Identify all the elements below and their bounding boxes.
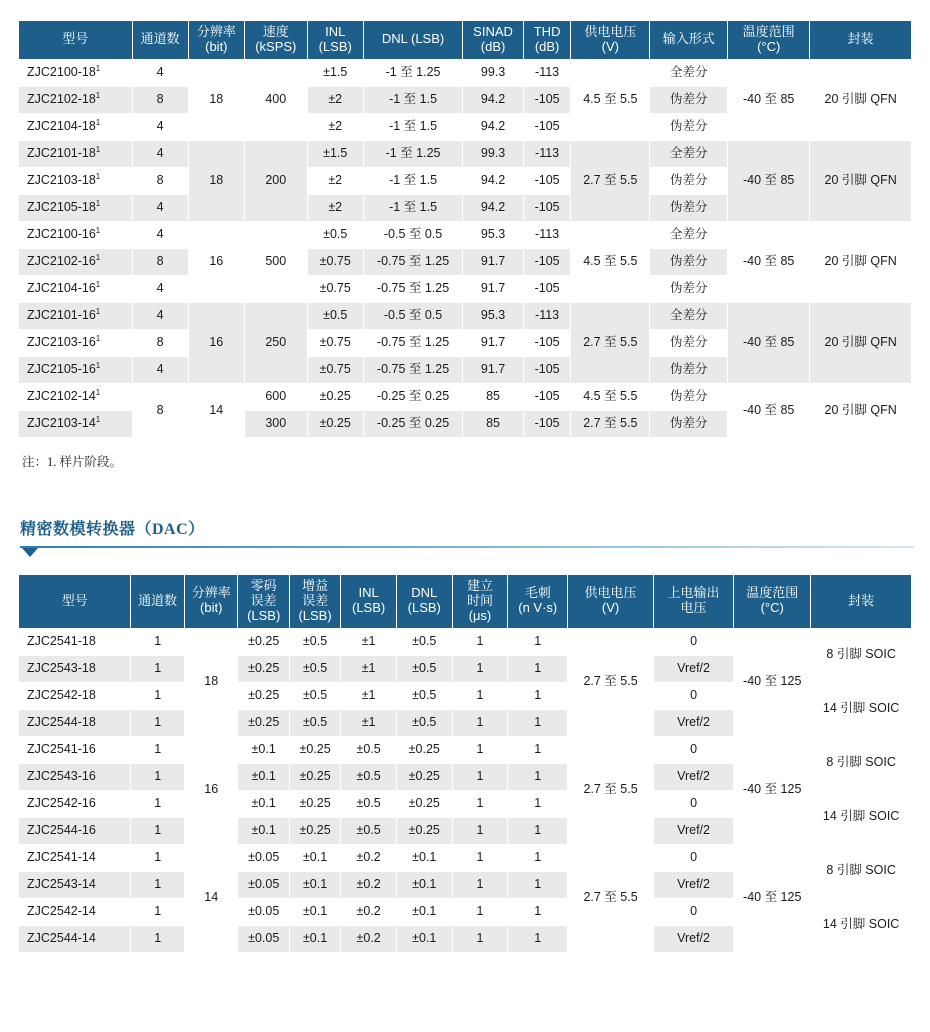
cell-settling-time: 1 [452,736,508,763]
adc-table-head [19,21,912,60]
cell-channels: 1 [131,763,185,790]
dac-header-cell: DNL (LSB) [396,574,452,628]
cell-temp: -40 至 125 [734,844,811,952]
cell-model: $ZJC2102-14^1$ [19,383,133,410]
cell-inl: ±0.75 [307,248,363,275]
cell-dnl: -0.25 至 0.25 [363,410,462,437]
cell-thd: -105 [523,383,571,410]
cell-settling-time: 1 [452,817,508,844]
cell-channels: 8 [132,329,188,356]
dac-header-cell: 上电输出 电压 [653,574,733,628]
cell-dnl: ±0.1 [396,925,452,952]
adc-header-cell: 型号 [19,21,133,60]
cell-inl: ±1 [341,655,397,682]
cell-dnl: ±0.25 [396,736,452,763]
cell-channels: 4 [132,356,188,383]
cell-zero-error: ±0.05 [238,925,289,952]
cell-model: $ZJC2102-18^1$ [19,86,133,113]
cell-inl: ±0.2 [341,871,397,898]
cell-power-on-voltage: Vref/2 [653,925,733,952]
cell-supply: 2.7 至 5.5 [571,302,650,383]
cell-sinad: 95.3 [463,221,524,248]
cell-gain-error: ±0.25 [289,736,340,763]
cell-inl: ±0.25 [307,383,363,410]
cell-glitch: 1 [508,655,568,682]
cell-input-type: 伪差分 [650,383,728,410]
cell-inl: ±2 [307,167,363,194]
cell-zero-error: ±0.05 [238,898,289,925]
cell-thd: -105 [523,356,571,383]
cell-sinad: 94.2 [463,113,524,140]
cell-glitch: 1 [508,736,568,763]
cell-thd: -113 [523,59,571,86]
adc-header-cell: 封装 [810,21,912,60]
cell-channels: 1 [131,736,185,763]
cell-temp: -40 至 85 [728,140,810,221]
cell-dnl: ±0.1 [396,844,452,871]
cell-dnl: ±0.5 [396,682,452,709]
cell-package: 20 引脚 QFN [810,59,912,140]
cell-zero-error: ±0.1 [238,790,289,817]
cell-channels: 4 [132,140,188,167]
cell-settling-time: 1 [452,844,508,871]
cell-zero-error: ±0.25 [238,655,289,682]
cell-thd: -105 [523,86,571,113]
cell-model: ZJC2544-18 [19,709,131,736]
cell-dnl: ±0.1 [396,871,452,898]
cell-gain-error: ±0.1 [289,925,340,952]
cell-channels: 1 [131,655,185,682]
cell-input-type: 全差分 [650,221,728,248]
cell-resolution: 18 [188,140,244,221]
cell-power-on-voltage: Vref/2 [653,763,733,790]
dac-table-head [19,574,912,628]
dac-table-wrap [18,574,912,953]
dac-header-cell: 零码 误差 (LSB) [238,574,289,628]
cell-model: $ZJC2102-16^1$ [19,248,133,275]
dac-header-cell: 分辨率 (bit) [184,574,238,628]
dac-header-cell: 通道数 [131,574,185,628]
cell-dnl: ±0.5 [396,628,452,655]
cell-zero-error: ±0.05 [238,844,289,871]
cell-input-type: 伪差分 [650,248,728,275]
cell-thd: -105 [523,194,571,221]
cell-zero-error: ±0.25 [238,628,289,655]
cell-resolution: 16 [188,302,244,383]
cell-temp: -40 至 85 [728,221,810,302]
cell-gain-error: ±0.1 [289,898,340,925]
cell-supply: 2.7 至 5.5 [568,628,654,736]
cell-package: 20 引脚 QFN [810,221,912,302]
cell-dnl: -1 至 1.5 [363,86,462,113]
cell-glitch: 1 [508,871,568,898]
cell-input-type: 伪差分 [650,356,728,383]
cell-inl: ±0.2 [341,925,397,952]
cell-package: 14 引脚 SOIC [811,898,912,952]
cell-glitch: 1 [508,628,568,655]
cell-model: $ZJC2105-18^1$ [19,194,133,221]
cell-supply: 2.7 至 5.5 [571,410,650,437]
cell-sinad: 91.7 [463,329,524,356]
cell-inl: ±0.5 [341,817,397,844]
cell-model: ZJC2542-16 [19,790,131,817]
adc-header-cell: THD (dB) [523,21,571,60]
cell-gain-error: ±0.5 [289,682,340,709]
cell-dnl: -1 至 1.5 [363,167,462,194]
cell-input-type: 伪差分 [650,410,728,437]
cell-package: 14 引脚 SOIC [811,790,912,844]
cell-glitch: 1 [508,817,568,844]
cell-glitch: 1 [508,763,568,790]
cell-model: $ZJC2103-18^1$ [19,167,133,194]
dac-header-cell: INL (LSB) [341,574,397,628]
divider-line [20,546,914,548]
cell-input-type: 伪差分 [650,167,728,194]
cell-zero-error: ±0.1 [238,736,289,763]
dac-header-cell: 封装 [811,574,912,628]
cell-model: ZJC2542-14 [19,898,131,925]
cell-inl: ±0.5 [307,302,363,329]
cell-channels: 1 [131,844,185,871]
cell-glitch: 1 [508,844,568,871]
table-row [19,140,912,167]
cell-thd: -105 [523,248,571,275]
dac-header-cell: 型号 [19,574,131,628]
cell-model: $ZJC2104-16^1$ [19,275,133,302]
cell-channels: 1 [131,925,185,952]
cell-model: $ZJC2101-16^1$ [19,302,133,329]
cell-dnl: -0.25 至 0.25 [363,383,462,410]
cell-channels: 8 [132,383,188,437]
cell-supply: 2.7 至 5.5 [568,736,654,844]
cell-inl: ±1 [341,682,397,709]
cell-inl: ±0.5 [341,790,397,817]
cell-settling-time: 1 [452,709,508,736]
adc-header-cell: SINAD (dB) [463,21,524,60]
cell-sinad: 85 [463,383,524,410]
dac-table [18,574,912,953]
cell-glitch: 1 [508,709,568,736]
cell-gain-error: ±0.1 [289,871,340,898]
cell-channels: 8 [132,86,188,113]
cell-dnl: -0.75 至 1.25 [363,248,462,275]
cell-settling-time: 1 [452,655,508,682]
cell-dnl: ±0.5 [396,655,452,682]
cell-inl: ±0.5 [341,763,397,790]
cell-channels: 4 [132,302,188,329]
cell-gain-error: ±0.5 [289,628,340,655]
cell-glitch: 1 [508,790,568,817]
cell-power-on-voltage: 0 [653,898,733,925]
cell-channels: 4 [132,194,188,221]
table-row [19,221,912,248]
table-row [19,59,912,86]
cell-sinad: 94.2 [463,86,524,113]
table-row [19,383,912,410]
cell-input-type: 伪差分 [650,329,728,356]
cell-dnl: -0.5 至 0.5 [363,221,462,248]
cell-input-type: 全差分 [650,302,728,329]
cell-channels: 1 [131,790,185,817]
cell-thd: -113 [523,302,571,329]
cell-inl: ±0.25 [307,410,363,437]
dac-header-row [19,574,912,628]
cell-zero-error: ±0.05 [238,871,289,898]
cell-speed: 400 [244,59,307,140]
cell-dnl: -0.75 至 1.25 [363,356,462,383]
cell-model: ZJC2543-16 [19,763,131,790]
adc-header-cell: 温度范围 (°C) [728,21,810,60]
cell-sinad: 99.3 [463,59,524,86]
cell-resolution: 18 [188,59,244,140]
page-title: 精密数模转换器（DAC） [20,520,205,538]
adc-header-cell: 供电电压 (V) [571,21,650,60]
cell-sinad: 91.7 [463,275,524,302]
footnote: 注：1. 样片阶段。 [22,454,123,469]
cell-dnl: -0.75 至 1.25 [363,329,462,356]
cell-model: ZJC2544-14 [19,925,131,952]
cell-glitch: 1 [508,925,568,952]
cell-inl: ±0.75 [307,329,363,356]
adc-table [18,20,912,438]
cell-inl: ±1 [341,628,397,655]
cell-inl: ±0.5 [307,221,363,248]
cell-gain-error: ±0.25 [289,763,340,790]
cell-model: ZJC2541-14 [19,844,131,871]
cell-dnl: ±0.1 [396,898,452,925]
cell-power-on-voltage: 0 [653,844,733,871]
cell-sinad: 91.7 [463,356,524,383]
cell-dnl: ±0.25 [396,763,452,790]
adc-header-cell: 通道数 [132,21,188,60]
table-row [19,844,912,871]
cell-package: 14 引脚 SOIC [811,682,912,736]
cell-input-type: 全差分 [650,140,728,167]
cell-power-on-voltage: Vref/2 [653,709,733,736]
adc-header-cell: 输入形式 [650,21,728,60]
cell-glitch: 1 [508,682,568,709]
cell-resolution: 14 [184,844,238,952]
triangle-marker-icon [22,548,38,557]
cell-power-on-voltage: 0 [653,628,733,655]
cell-inl: ±0.75 [307,275,363,302]
cell-input-type: 伪差分 [650,113,728,140]
cell-settling-time: 1 [452,682,508,709]
cell-model: ZJC2542-18 [19,682,131,709]
cell-glitch: 1 [508,898,568,925]
cell-temp: -40 至 125 [734,736,811,844]
cell-resolution: 16 [188,221,244,302]
cell-inl: ±2 [307,194,363,221]
cell-gain-error: ±0.5 [289,655,340,682]
cell-sinad: 99.3 [463,140,524,167]
dac-header-cell: 建立 时间 (μs) [452,574,508,628]
cell-power-on-voltage: Vref/2 [653,871,733,898]
cell-power-on-voltage: Vref/2 [653,655,733,682]
cell-dnl: -1 至 1.5 [363,113,462,140]
cell-model: $ZJC2103-16^1$ [19,329,133,356]
cell-dnl: -0.5 至 0.5 [363,302,462,329]
cell-speed: 500 [244,221,307,302]
cell-gain-error: ±0.25 [289,817,340,844]
cell-zero-error: ±0.1 [238,817,289,844]
dac-header-cell: 温度范围 (°C) [734,574,811,628]
cell-inl: ±0.5 [341,736,397,763]
cell-package: 20 引脚 QFN [810,140,912,221]
cell-channels: 4 [132,59,188,86]
dac-table-body [19,628,912,952]
cell-inl: ±2 [307,86,363,113]
cell-model: ZJC2543-14 [19,871,131,898]
cell-thd: -113 [523,221,571,248]
cell-settling-time: 1 [452,790,508,817]
cell-supply: 4.5 至 5.5 [571,383,650,410]
cell-temp: -40 至 85 [728,383,810,437]
cell-thd: -105 [523,167,571,194]
cell-power-on-voltage: 0 [653,736,733,763]
cell-inl: ±0.2 [341,844,397,871]
cell-inl: ±1.5 [307,140,363,167]
adc-header-cell: 分辨率 (bit) [188,21,244,60]
table-row [19,302,912,329]
cell-channels: 1 [131,628,185,655]
adc-table-wrap [18,20,912,438]
cell-settling-time: 1 [452,628,508,655]
cell-gain-error: ±0.25 [289,790,340,817]
cell-thd: -105 [523,329,571,356]
cell-channels: 1 [131,898,185,925]
cell-inl: ±0.2 [341,898,397,925]
cell-supply: 2.7 至 5.5 [571,140,650,221]
cell-input-type: 伪差分 [650,86,728,113]
cell-package: 8 引脚 SOIC [811,844,912,898]
cell-input-type: 伪差分 [650,275,728,302]
cell-resolution: 14 [188,383,244,437]
cell-power-on-voltage: Vref/2 [653,817,733,844]
cell-zero-error: ±0.25 [238,682,289,709]
cell-inl: ±1 [341,709,397,736]
cell-sinad: 94.2 [463,194,524,221]
cell-settling-time: 1 [452,763,508,790]
cell-thd: -113 [523,140,571,167]
cell-temp: -40 至 85 [728,59,810,140]
cell-dnl: ±0.5 [396,709,452,736]
cell-dnl: ±0.25 [396,790,452,817]
cell-dnl: ±0.25 [396,817,452,844]
cell-channels: 8 [132,248,188,275]
cell-sinad: 94.2 [463,167,524,194]
dac-header-cell: 供电电压 (V) [568,574,654,628]
cell-channels: 4 [132,275,188,302]
cell-temp: -40 至 125 [734,628,811,736]
dac-header-cell: 毛刺 (n V·s) [508,574,568,628]
cell-supply: 4.5 至 5.5 [571,221,650,302]
cell-channels: 1 [131,709,185,736]
adc-header-cell: INL (LSB) [307,21,363,60]
cell-model: ZJC2541-18 [19,628,131,655]
cell-model: ZJC2541-16 [19,736,131,763]
cell-model: $ZJC2100-16^1$ [19,221,133,248]
cell-resolution: 16 [184,736,238,844]
cell-package: 20 引脚 QFN [810,302,912,383]
cell-settling-time: 1 [452,898,508,925]
cell-power-on-voltage: 0 [653,790,733,817]
cell-dnl: -1 至 1.25 [363,59,462,86]
cell-speed: 600 [244,383,307,410]
cell-model: $ZJC2105-16^1$ [19,356,133,383]
cell-speed: 200 [244,140,307,221]
cell-gain-error: ±0.1 [289,844,340,871]
cell-speed: 250 [244,302,307,383]
cell-sinad: 91.7 [463,248,524,275]
cell-dnl: -0.75 至 1.25 [363,275,462,302]
cell-model: $ZJC2104-18^1$ [19,113,133,140]
dac-header-cell: 增益 误差 (LSB) [289,574,340,628]
cell-gain-error: ±0.5 [289,709,340,736]
cell-dnl: -1 至 1.25 [363,140,462,167]
cell-thd: -105 [523,113,571,140]
cell-thd: -105 [523,275,571,302]
cell-inl: ±1.5 [307,59,363,86]
cell-supply: 2.7 至 5.5 [568,844,654,952]
cell-package: 20 引脚 QFN [810,383,912,437]
adc-table-body [19,59,912,437]
cell-model: ZJC2543-18 [19,655,131,682]
cell-inl: ±2 [307,113,363,140]
cell-channels: 4 [132,113,188,140]
cell-speed: 300 [244,410,307,437]
cell-settling-time: 1 [452,871,508,898]
cell-input-type: 全差分 [650,59,728,86]
table-row [19,736,912,763]
cell-inl: ±0.75 [307,356,363,383]
cell-settling-time: 1 [452,925,508,952]
cell-model: $ZJC2100-18^1$ [19,59,133,86]
table-row [19,628,912,655]
section-divider [20,546,914,548]
cell-input-type: 伪差分 [650,194,728,221]
cell-channels: 1 [131,817,185,844]
cell-channels: 1 [131,682,185,709]
cell-model: $ZJC2103-14^1$ [19,410,133,437]
cell-model: $ZJC2101-18^1$ [19,140,133,167]
cell-zero-error: ±0.1 [238,763,289,790]
cell-channels: 4 [132,221,188,248]
cell-channels: 8 [132,167,188,194]
cell-temp: -40 至 85 [728,302,810,383]
cell-zero-error: ±0.25 [238,709,289,736]
cell-sinad: 85 [463,410,524,437]
cell-package: 8 引脚 SOIC [811,628,912,682]
adc-header-row [19,21,912,60]
adc-header-cell: 速度 (kSPS) [244,21,307,60]
cell-thd: -105 [523,410,571,437]
cell-supply: 4.5 至 5.5 [571,59,650,140]
cell-sinad: 95.3 [463,302,524,329]
cell-package: 8 引脚 SOIC [811,736,912,790]
section-header [20,516,912,548]
cell-dnl: -1 至 1.5 [363,194,462,221]
cell-model: ZJC2544-16 [19,817,131,844]
cell-resolution: 18 [184,628,238,736]
cell-power-on-voltage: 0 [653,682,733,709]
adc-header-cell: DNL (LSB) [363,21,462,60]
cell-channels: 1 [131,871,185,898]
